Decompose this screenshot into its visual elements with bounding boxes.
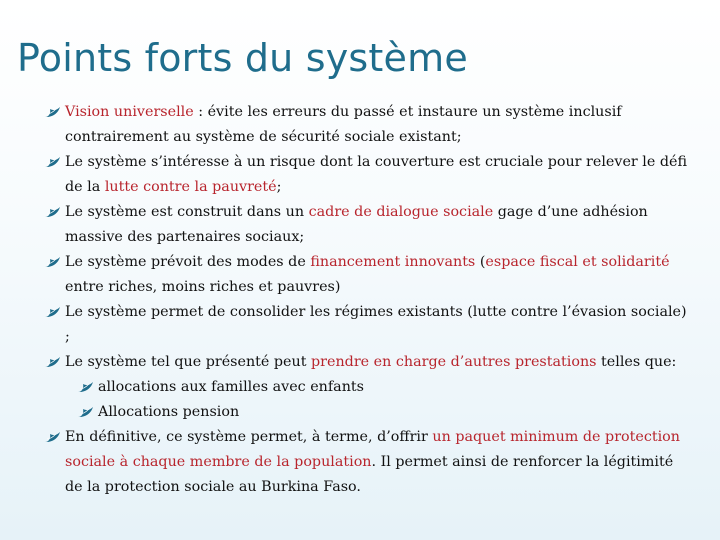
highlight-text: financement innovants (310, 254, 476, 270)
sub-bullet-item (77, 400, 694, 425)
bullet-text: ; (276, 179, 282, 195)
bullet-text: Le système s’intéresse à un risque dont la couverture est cruciale pour relever le défi de la (65, 154, 688, 195)
sub-bullet-item (77, 375, 694, 400)
bullet-text: Le système prévoit des modes de (65, 254, 311, 270)
flourish-bullet-icon (77, 380, 95, 394)
bullet-item (44, 150, 694, 200)
highlight-text: espace fiscal et solidarité (485, 254, 670, 270)
flourish-bullet-icon (44, 355, 62, 369)
sub-bullet-text: allocations aux familles avec enfants (98, 379, 364, 395)
bullet-item (44, 425, 694, 500)
flourish-bullet-icon (44, 155, 62, 169)
bullet-text: En définitive, ce système permet, à terme, d’offrir (65, 429, 433, 445)
bullet-text: Le système tel que présenté peut (65, 354, 312, 370)
bullet-text: Le système est construit dans un (65, 204, 309, 220)
bullet-text: entre riches, moins riches et pauvres) (65, 279, 341, 295)
bullet-item (44, 250, 694, 300)
highlight-text: lutte contre la pauvreté (104, 179, 277, 195)
flourish-bullet-icon (44, 255, 62, 269)
highlight-text: cadre de dialogue sociale (308, 204, 494, 220)
flourish-bullet-icon (77, 405, 95, 419)
bullet-text: telles que: (596, 354, 677, 370)
flourish-bullet-icon (44, 105, 62, 119)
bullet-item (44, 350, 694, 375)
bullet-list (44, 100, 694, 500)
sub-bullet-text: Allocations pension (98, 404, 240, 420)
flourish-bullet-icon (44, 430, 62, 444)
bullet-text: gage d’une adhésion massive des partenaires sociaux; (65, 204, 648, 245)
highlight-text: Vision universelle (65, 104, 194, 120)
bullet-text: ( (475, 254, 486, 270)
highlight-text: un paquet minimum de protection sociale à chaque membre de la population (65, 429, 680, 470)
bullet-item (44, 200, 694, 250)
flourish-bullet-icon (44, 305, 62, 319)
bullet-text: . Il permet ainsi de renforcer la légitimité de la protection sociale au Burkina Faso. (65, 454, 674, 495)
slide-title: Points forts du système (17, 36, 468, 80)
bullet-text: Le système permet de consolider les régimes existants (lutte contre l’évasion sociale) ; (65, 304, 687, 345)
highlight-text: prendre en charge d’autres prestations (311, 354, 597, 370)
bullet-item (44, 300, 694, 350)
bullet-item (44, 100, 694, 150)
bullet-text: : évite les erreurs du passé et instaure un système inclusif contrairement au système de sécurité sociale existant; (65, 104, 622, 145)
flourish-bullet-icon (44, 205, 62, 219)
